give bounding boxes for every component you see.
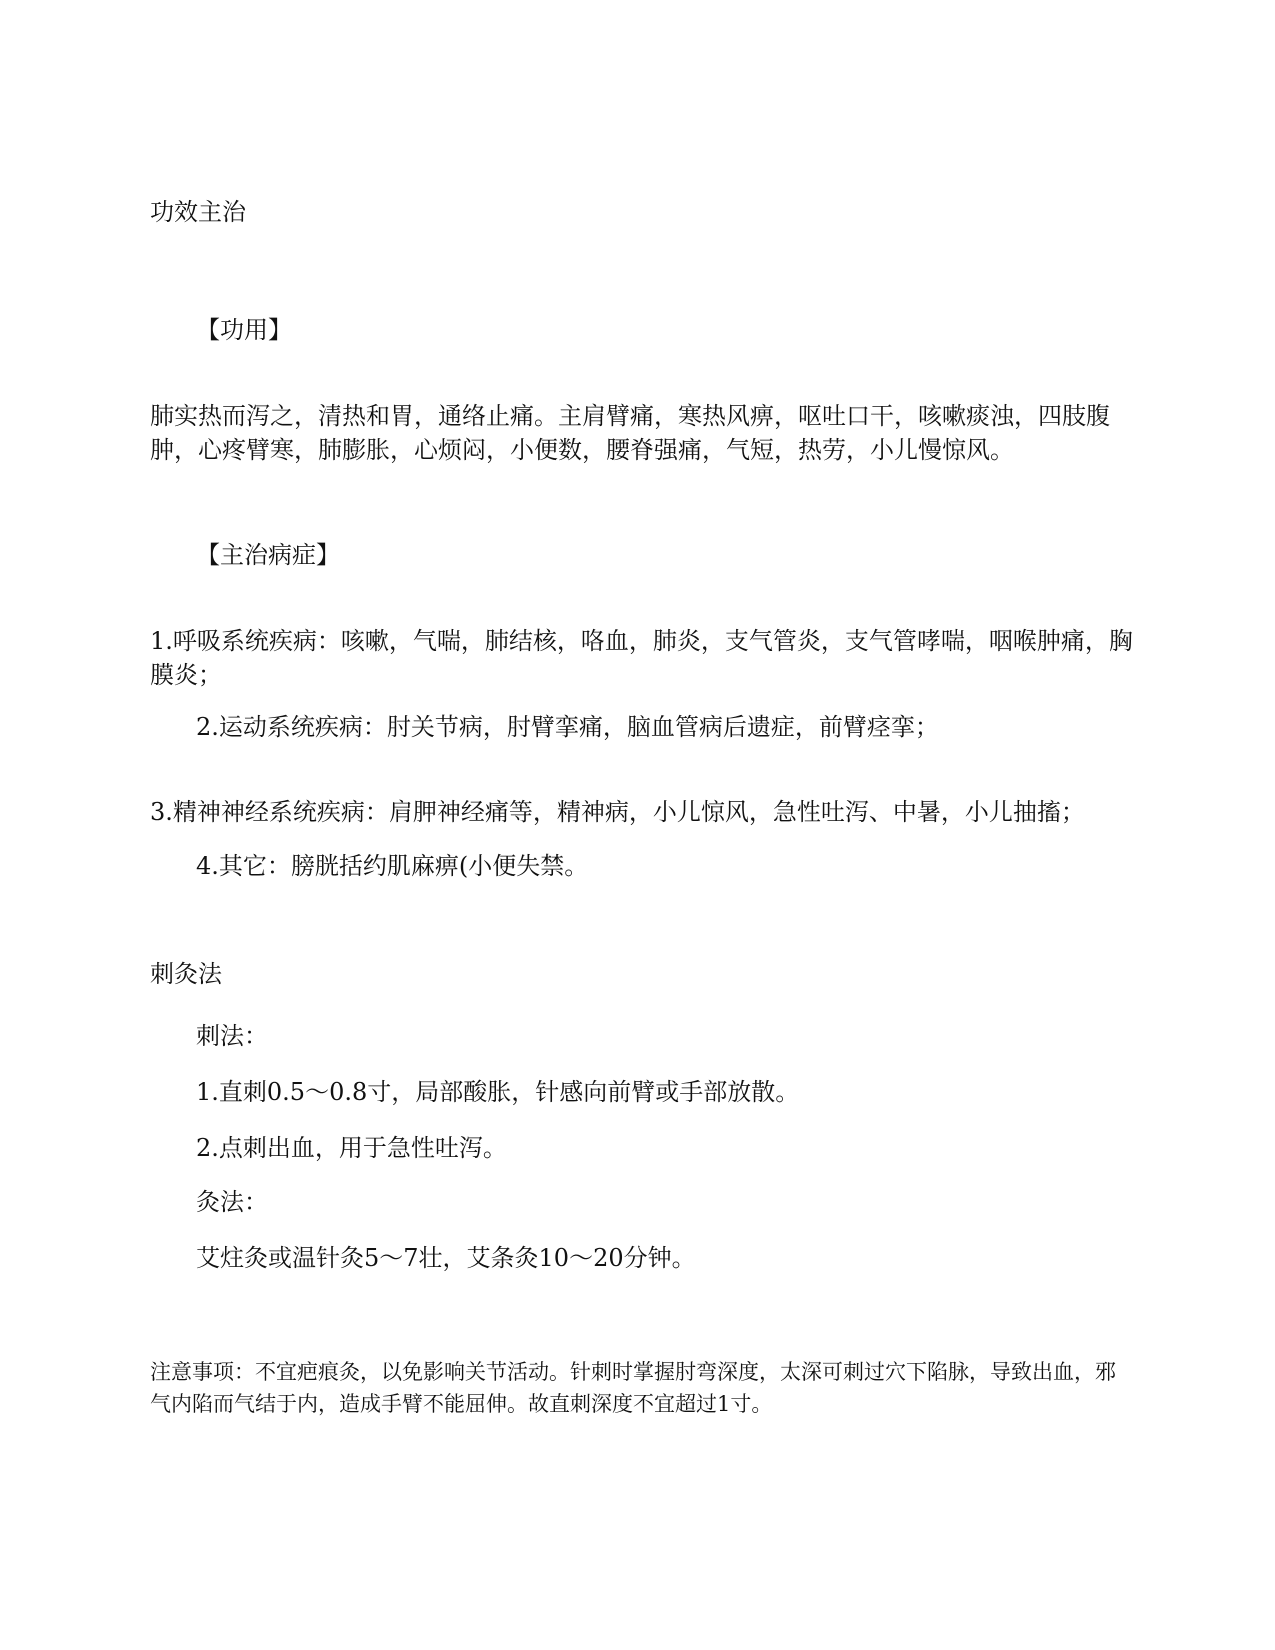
needling-item-1: 1.直刺0.5～0.8寸，局部酸胀，针感向前臂或手部放散。 bbox=[196, 1078, 800, 1106]
function-text: 肺实热而泻之，清热和胃，通络止痛。主肩臂痛，寒热风痹，呕吐口干，咳嗽痰浊，四肢腹肿，心疼臂寒，肺膨胀，心烦闷，小便数，腰脊强痛，气短，热劳，小儿慢惊风。 bbox=[150, 402, 1110, 464]
indication-item-other: 4.其它：膀胱括约肌麻痹(小便失禁。 bbox=[196, 852, 589, 880]
indication-item-motor: 2.运动系统疾病：肘关节病，肘臂挛痛，脑血管病后遗症，前臂痉挛； bbox=[196, 713, 939, 741]
indication-item-respiratory: 1.呼吸系统疾病：咳嗽，气喘，肺结核，咯血，肺炎，支气管炎，支气管哮喘，咽喉肿痛，胸膜炎； bbox=[150, 627, 1133, 689]
function-label: 【功用】 bbox=[196, 316, 292, 344]
section-heading-efficacy: 功效主治 bbox=[150, 198, 246, 226]
indications-label: 【主治病症】 bbox=[196, 541, 340, 569]
moxibustion-label: 灸法： bbox=[196, 1188, 268, 1216]
indication-item-neuro: 3.精神神经系统疾病：肩胛神经痛等，精神病，小儿惊风，急性吐泻、中暑，小儿抽搐； bbox=[150, 798, 1085, 826]
precautions-note: 注意事项：不宜疤痕灸，以免影响关节活动。针刺时掌握肘弯深度，太深可刺过穴下陷脉，导致出血，邪气内陷而气结于内，造成手臂不能屈伸。故直刺深度不宜超过1寸。 bbox=[150, 1360, 1116, 1416]
needling-item-2: 2.点刺出血，用于急性吐泻。 bbox=[196, 1134, 507, 1162]
moxibustion-text: 艾炷灸或温针灸5～7壮，艾条灸10～20分钟。 bbox=[196, 1244, 696, 1272]
section-heading-acupuncture: 刺灸法 bbox=[150, 960, 222, 988]
needling-label: 刺法： bbox=[196, 1022, 268, 1050]
